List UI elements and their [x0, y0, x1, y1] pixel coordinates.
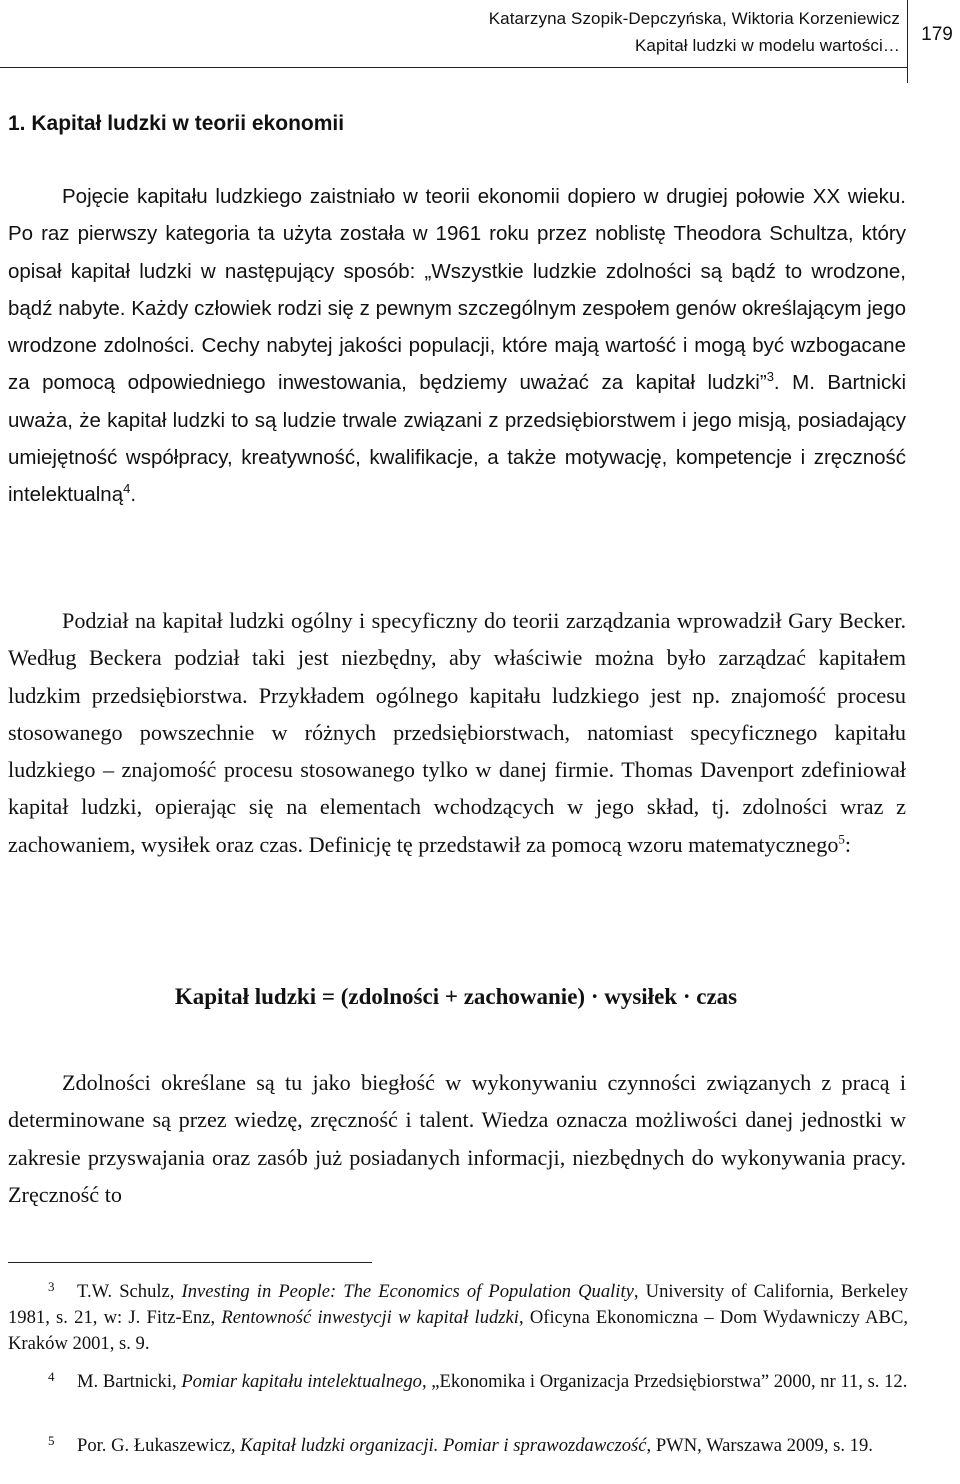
footnote-3: 3 T.W. Schulz, Investing in People: The Economics of Population Quality, University of California, Berkeley 1981, s. 21, w: J. Fitz-Enz, Rentowność inwestycji w kapitał ludzki, Oficyna Ekonomiczna – Dom Wydawniczy ABC, Kraków 2001, s. 9.: [8, 1279, 909, 1354]
paragraph-2-text-a: Podział na kapitał ludzki ogólny i specyficzny do teorii zarządzania wprowadził Gary Becker. Według Beckera podział taki jest niezbędny, aby właściwie można było zarządzać kapitałem ludzkim przedsiębiorstwa. Przykładem ogólnego kapitału ludzkiego jest np. znajomość procesu stosowanego powszechnie w różnych przedsiębiorstwach, natomiast specyficznego kapitału ludzkiego – znajomość procesu stosowanego tylko w danej firmie. Thomas Davenport zdefiniował kapitał ludzki, opierając się na elementach wchodzących w jego skład, tj. zdolności wraz z zachowaniem, wysiłek oraz czas. Definicję tę przedstawił za pomocą wzoru matematycznego: [8, 608, 906, 857]
paragraph-1-text-a: Pojęcie kapitału ludzkiego zaistniało w teorii ekonomii dopiero w drugiej połowie XX wieku. Po raz pierwszy kategoria ta użyta została w 1961 roku przez noblistę Theodora Schultza, który opisał kapitał ludzki w następujący sposób: „Wszystkie ludzkie zdolności są bądź to wrodzone, bądź nabyte. Każdy człowiek rodzi się z pewnym szczególnym zespołem genów określającym jego wrodzone zdolności. Cechy nabytej jakości populacji, które mają wartość i mogą być wzbogacane za pomocą odpowiedniego inwestowania, będziemy uważać za kapitał ludzki”: [8, 185, 906, 395]
footnote-ref-5[interactable]: 5: [838, 831, 845, 847]
footnote-divider: [8, 1262, 372, 1263]
footnote-4: 4 M. Bartnicki, Pomiar kapitału intelektualnego, „Ekonomika i Organizacja Przedsiębiorstwa” 2000, nr 11, s. 12.: [48, 1369, 908, 1392]
footnote-cited-title: Kapitał ludzki organizacji. Pomiar i sprawozdawczość: [240, 1435, 647, 1456]
footnote-text: , PWN, Warszawa 2009, s. 19.: [646, 1435, 873, 1456]
formula: Kapitał ludzki = (zdolności + zachowanie) · wysiłek · czas: [174, 984, 738, 1009]
paragraph-1-text-b: . M. Bartnicki uważa, że kapitał ludzki to są ludzie trwale związani z przedsiębiorstwem i jego misją, posiadający umiejętność współpracy, kreatywność, kwalifikacje, a także motywację, kompetencje i zręczność intelektualną: [8, 371, 906, 507]
page-number: 179: [921, 24, 953, 45]
section-heading: 1. Kapitał ludzki w teorii ekonomii: [8, 112, 345, 135]
footnote-cited-title: Investing in People: The Economics of Population Quality: [181, 1281, 634, 1302]
paragraph-2: [8, 602, 906, 863]
paragraph-2-text-b: :: [844, 831, 852, 857]
header-vertical-divider: [907, 0, 908, 83]
footnote-text: , „Ekonomika i Organizacja Przedsiębiorstwa” 2000, nr 11, s. 12.: [421, 1371, 908, 1392]
paragraph-1-text-c: .: [130, 483, 137, 507]
running-header-title: Kapitał ludzki w modelu wartości…: [634, 36, 900, 55]
paragraph-1: [8, 178, 906, 514]
footnote-cited-title: Pomiar kapitału intelektualnego: [181, 1371, 422, 1392]
footnote-ref-4[interactable]: 4: [123, 481, 131, 497]
footnote-ref-3[interactable]: 3: [766, 369, 774, 385]
footnote-text: Por. G. Łukaszewicz,: [77, 1435, 241, 1456]
footnote-5: 5 Por. G. Łukaszewicz, Kapitał ludzki organizacji. Pomiar i sprawozdawczość, PWN, Warszawa 2009, s. 19.: [48, 1433, 873, 1456]
footnote-cited-title: Rentowność inwestycji w kapitał ludzki: [221, 1307, 519, 1328]
paragraph-3: Zdolności określane są tu jako biegłość w wykonywaniu czynności związanych z pracą i determinowane są przez wiedzę, zręczność i talent. Wiedza oznacza możliwości danej jednostki w zakresie przyswajania oraz zasób już posiadanych informacji, niezbędnych do wykonywania pracy. Zręczność to: [8, 1070, 906, 1207]
running-header-authors: Katarzyna Szopik-Depczyńska, Wiktoria Korzeniewicz: [488, 9, 900, 28]
footnote-text: , Oficyna Ekonomiczna – Dom Wydawniczy ABC, Kraków 2001, s. 9.: [8, 1307, 909, 1354]
header-divider: [0, 67, 908, 68]
footnote-text: M. Bartnicki,: [77, 1371, 182, 1392]
footnote-text: T.W. Schulz,: [77, 1281, 182, 1302]
footnote-text: , University of California, Berkeley 1981, s. 21, w: J. Fitz-Enz,: [8, 1281, 909, 1328]
